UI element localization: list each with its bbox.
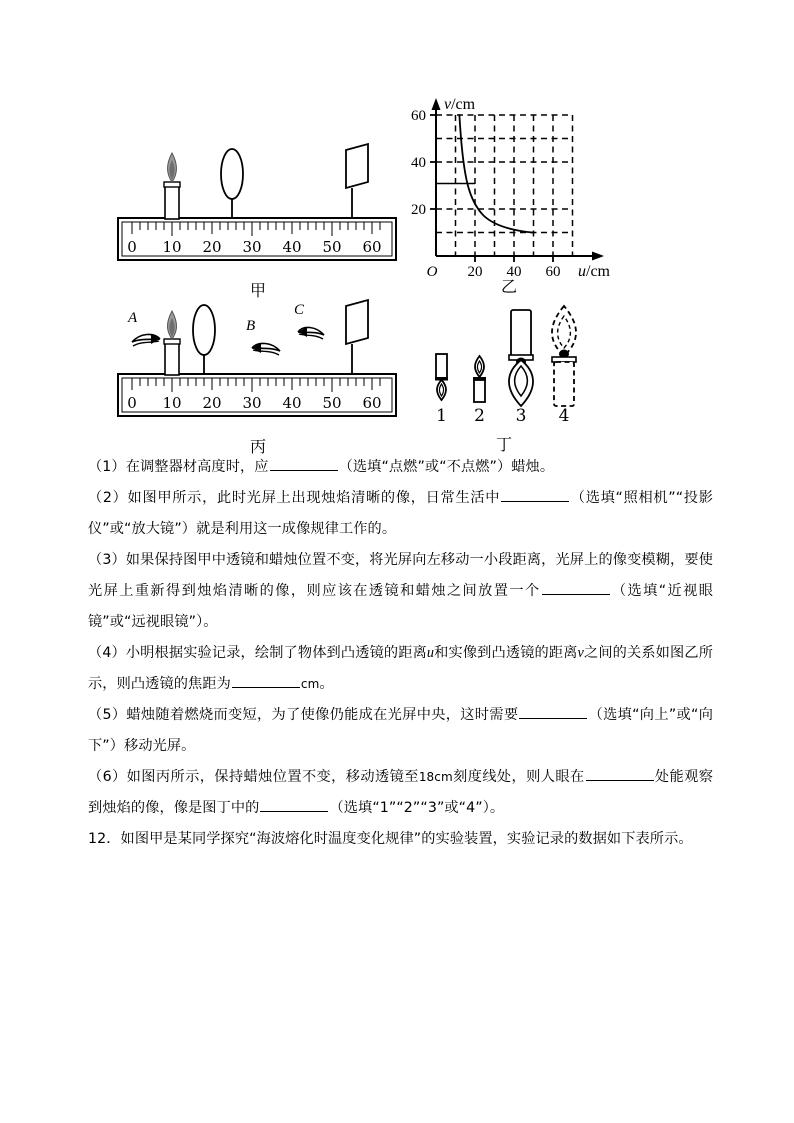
svg-text:50: 50 (322, 394, 342, 412)
chart-gridlines-horizontal (436, 115, 573, 233)
question-text: （选填“向上”或“向下”）移动光屏。 (88, 707, 713, 754)
question-text: （6）如图丙所示，保持蜡烛位置不变，移动透镜至 (88, 769, 419, 785)
variable-symbol: v (577, 645, 584, 661)
question-text: 12．如图甲是某同学探究“海波熔化时温度变化规律”的实验装置，实验记录的数据如下表所示。 (88, 831, 693, 847)
figure-caption-bing: 丙 (249, 437, 266, 456)
candle-image-label-3: 3 (515, 406, 527, 426)
candle-image-label-4: 4 (558, 406, 570, 426)
answer-blank[interactable] (501, 487, 569, 502)
question-text: （1）在调整器材高度时，应 (88, 459, 269, 475)
figure-jia-drawing (110, 130, 410, 280)
eye-icon-a (127, 310, 160, 346)
svg-text:0: 0 (127, 394, 137, 412)
question-item (88, 545, 713, 638)
ruler-label-10: 10 (162, 238, 182, 256)
ruler-label-30: 30 (242, 238, 262, 256)
candle (164, 311, 180, 375)
eye-icon-b (246, 318, 280, 355)
svg-text:10: 10 (162, 394, 182, 412)
chart-origin-label: O (426, 264, 438, 280)
question-text: 刻度线处，则人眼在 (452, 769, 585, 785)
eye-label-c: C (294, 302, 305, 318)
ruler-label-0: 0 (127, 238, 137, 256)
answer-blank[interactable] (542, 580, 610, 595)
candle-image-4 (552, 306, 576, 426)
svg-text:20: 20 (202, 394, 222, 412)
question-text: （2）如图甲所示，此时光屏上出现烛焰清晰的像，日常生活中 (88, 490, 501, 506)
answer-blank[interactable] (270, 456, 338, 471)
svg-text:30: 30 (242, 394, 262, 412)
candle-image-2 (473, 356, 486, 426)
unit-text: cm (300, 677, 320, 691)
optical-bench-ruler (118, 374, 396, 416)
question-text: （4）小明根据实验记录，绘制了物体到凸透镜的距离 (88, 645, 427, 661)
candle-image-label-2: 2 (474, 406, 485, 426)
question-item (88, 700, 713, 762)
question-item (88, 762, 713, 824)
figure-caption-ding: 丁 (495, 435, 512, 454)
question-text: 处能观察到烛焰的像，像是图丁中的 (88, 769, 714, 816)
question-text: （3）如果保持图甲中透镜和蜡烛位置不变，将光屏向左移动一小段距离，光屏上的像变模糊，要使光屏上重新得到烛焰清晰的像，则应该在透镜和蜡烛之间放置一个 (88, 552, 713, 599)
question-text: 。 (319, 676, 334, 692)
figure-caption-jia: 甲 (249, 281, 266, 300)
figure-caption-yi: 乙 (500, 277, 517, 296)
question-list (88, 452, 713, 855)
question-item (88, 452, 713, 483)
convex-lens (193, 305, 215, 375)
chart-gridlines-vertical (456, 115, 573, 256)
ruler-label-60: 60 (362, 238, 382, 256)
svg-text:40: 40 (282, 394, 302, 412)
candle-image-1 (435, 354, 448, 426)
chart-xtick-60: 60 (545, 264, 561, 280)
question-text: 和实像到凸透镜的距离 (434, 645, 578, 661)
ruler-label-40: 40 (282, 238, 302, 256)
variable-symbol: u (426, 645, 435, 661)
answer-blank[interactable] (519, 704, 587, 719)
convex-lens (221, 149, 243, 219)
chart-ytick-60: 60 (411, 108, 426, 124)
svg-text:60: 60 (362, 394, 382, 412)
figure-ding-drawing (418, 296, 598, 436)
light-screen (346, 144, 368, 219)
eye-label-a: A (128, 310, 138, 326)
figure-ding (418, 296, 598, 454)
question-text: 之间的关系如图乙所示，则凸透镜的焦距为 (88, 645, 713, 692)
candle (164, 153, 180, 219)
question-text: （选填“点燃”或“不点燃”）蜡烛。 (338, 459, 555, 475)
ruler-label-50: 50 (322, 238, 342, 256)
figure-jia (110, 130, 410, 300)
answer-blank[interactable] (586, 766, 654, 781)
chart-xtick-20: 20 (467, 264, 483, 280)
eye-label-b: B (246, 318, 256, 334)
question-text: （选填“近视眼镜”或“远视眼镜”）。 (88, 583, 713, 630)
chart-ylabel: v/cm (444, 96, 476, 113)
question-item (88, 483, 713, 545)
figure-bing (110, 296, 410, 456)
light-screen (346, 300, 368, 375)
figure-area (0, 0, 794, 456)
question-item (88, 638, 713, 700)
optical-bench-ruler (118, 218, 396, 260)
chart-axes (432, 98, 605, 261)
figure-yi (408, 88, 610, 296)
chart-curve-uv (459, 115, 533, 233)
eye-icon-c (294, 302, 324, 339)
question-text: （选填“1”“2”“3”或“4”）。 (329, 800, 505, 816)
figure-bing-drawing (110, 296, 410, 436)
answer-blank[interactable] (260, 797, 328, 812)
ruler-label-20: 20 (202, 238, 222, 256)
chart-xtick-40: 40 (506, 264, 522, 280)
unit-text: 18cm (418, 770, 453, 784)
question-text: （选填“照相机”“投影仪”或“放大镜”）就是利用这一成像规律工作的。 (88, 490, 713, 537)
chart-xlabel: u/cm (578, 263, 610, 280)
question-item (88, 824, 713, 855)
candle-image-3 (509, 310, 533, 426)
question-text: （5）蜡烛随着燃烧而变短，为了使像仍能成在光屏中央，这时需要 (88, 707, 519, 723)
chart-tick-labels (411, 108, 561, 280)
chart-ytick-20: 20 (411, 202, 426, 218)
candle-image-label-1: 1 (436, 406, 447, 426)
uv-chart (408, 88, 608, 288)
answer-blank[interactable] (232, 673, 300, 688)
chart-ytick-40: 40 (411, 155, 426, 171)
